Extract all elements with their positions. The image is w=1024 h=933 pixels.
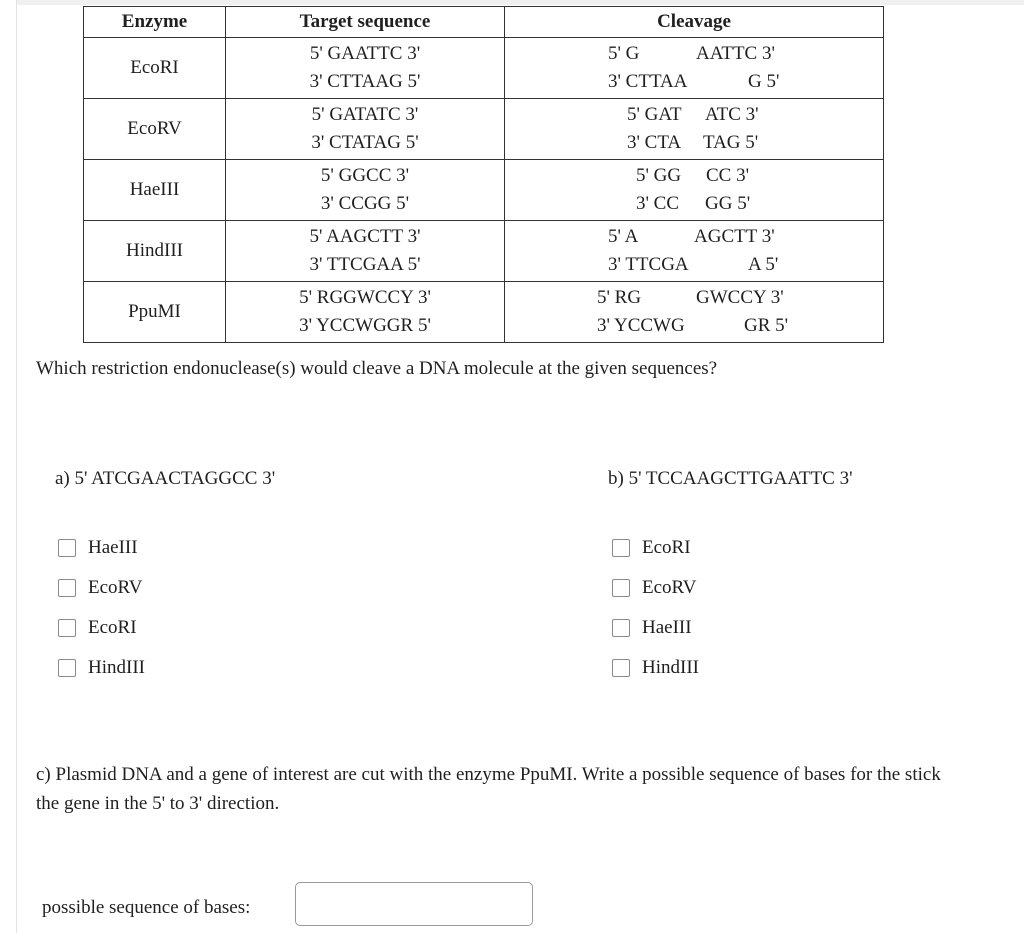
- sequence-input[interactable]: [295, 882, 533, 926]
- checkbox[interactable]: [58, 619, 76, 637]
- top-band: [17, 0, 1024, 5]
- target-sequence: 5' RGGWCCY 3' 3' YCCWGGR 5': [299, 287, 431, 336]
- part-c-text: c) Plasmid DNA and a gene of interest are cut with the enzyme PpuMI. Write a possible sequence of bases for the stick the gene in the 5' to 3' direction.: [36, 764, 941, 814]
- target-sequence: 5' GGCC 3' 3' CCGG 5': [320, 165, 410, 214]
- part-a-option-hindiii[interactable]: HindIII: [58, 657, 145, 679]
- enzyme-name: EcoRI: [84, 38, 226, 99]
- part-b-option-ecori[interactable]: EcoRI: [612, 537, 691, 559]
- table-row: [84, 282, 884, 343]
- target-sequence: 5' AAGCTT 3' 3' TTCGAA 5': [309, 226, 421, 275]
- cleavage-sequence: 5' A AGCTT 3' 3' TTCGA A 5': [608, 226, 779, 275]
- checkbox[interactable]: [612, 539, 630, 557]
- answer-label: possible sequence of bases:: [42, 897, 251, 918]
- part-b-option-haeiii[interactable]: HaeIII: [612, 617, 692, 639]
- enzyme-name: HindIII: [84, 221, 226, 282]
- left-divider: [16, 0, 17, 933]
- table-row: [84, 221, 884, 282]
- table-row: [84, 160, 884, 221]
- part-b-option-ecorv[interactable]: EcoRV: [612, 577, 696, 599]
- checkbox[interactable]: [612, 659, 630, 677]
- part-a-option-ecorv[interactable]: EcoRV: [58, 577, 142, 599]
- header-cleavage: Cleavage: [505, 7, 884, 38]
- table-row: [84, 99, 884, 160]
- checkbox[interactable]: [612, 579, 630, 597]
- question-text: Which restriction endonuclease(s) would cleave a DNA molecule at the given sequences?: [36, 358, 718, 379]
- cleavage-sequence: 5' RG GWCCY 3' 3' YCCWG GR 5': [597, 287, 789, 336]
- cleavage-sequence: 5' GAT ATC 3' 3' CTA TAG 5': [627, 104, 759, 153]
- checkbox[interactable]: [58, 579, 76, 597]
- header-enzyme: Enzyme: [84, 7, 226, 38]
- part-a-option-haeiii[interactable]: HaeIII: [58, 537, 138, 559]
- part-b-option-hindiii[interactable]: HindIII: [612, 657, 699, 679]
- checkbox[interactable]: [58, 659, 76, 677]
- table-row: [84, 38, 884, 99]
- checkbox[interactable]: [612, 619, 630, 637]
- part-a-label: a) 5' ATCGAACTAGGCC 3': [55, 468, 276, 489]
- header-target: Target sequence: [226, 7, 505, 38]
- cleavage-sequence: 5' GG CC 3' 3' CC GG 5': [636, 165, 751, 214]
- part-a-option-ecori[interactable]: EcoRI: [58, 617, 137, 639]
- enzyme-name: HaeIII: [84, 160, 226, 221]
- enzyme-name: PpuMI: [84, 282, 226, 343]
- target-sequence: 5' GAATTC 3' 3' CTTAAG 5': [309, 43, 421, 92]
- enzyme-name: EcoRV: [84, 99, 226, 160]
- part-b-label: b) 5' TCCAAGCTTGAATTC 3': [608, 468, 853, 489]
- checkbox[interactable]: [58, 539, 76, 557]
- target-sequence: 5' GATATC 3' 3' CTATAG 5': [311, 104, 419, 153]
- enzyme-table: [83, 6, 884, 343]
- cleavage-sequence: 5' G AATTC 3' 3' CTTAA G 5': [608, 43, 780, 92]
